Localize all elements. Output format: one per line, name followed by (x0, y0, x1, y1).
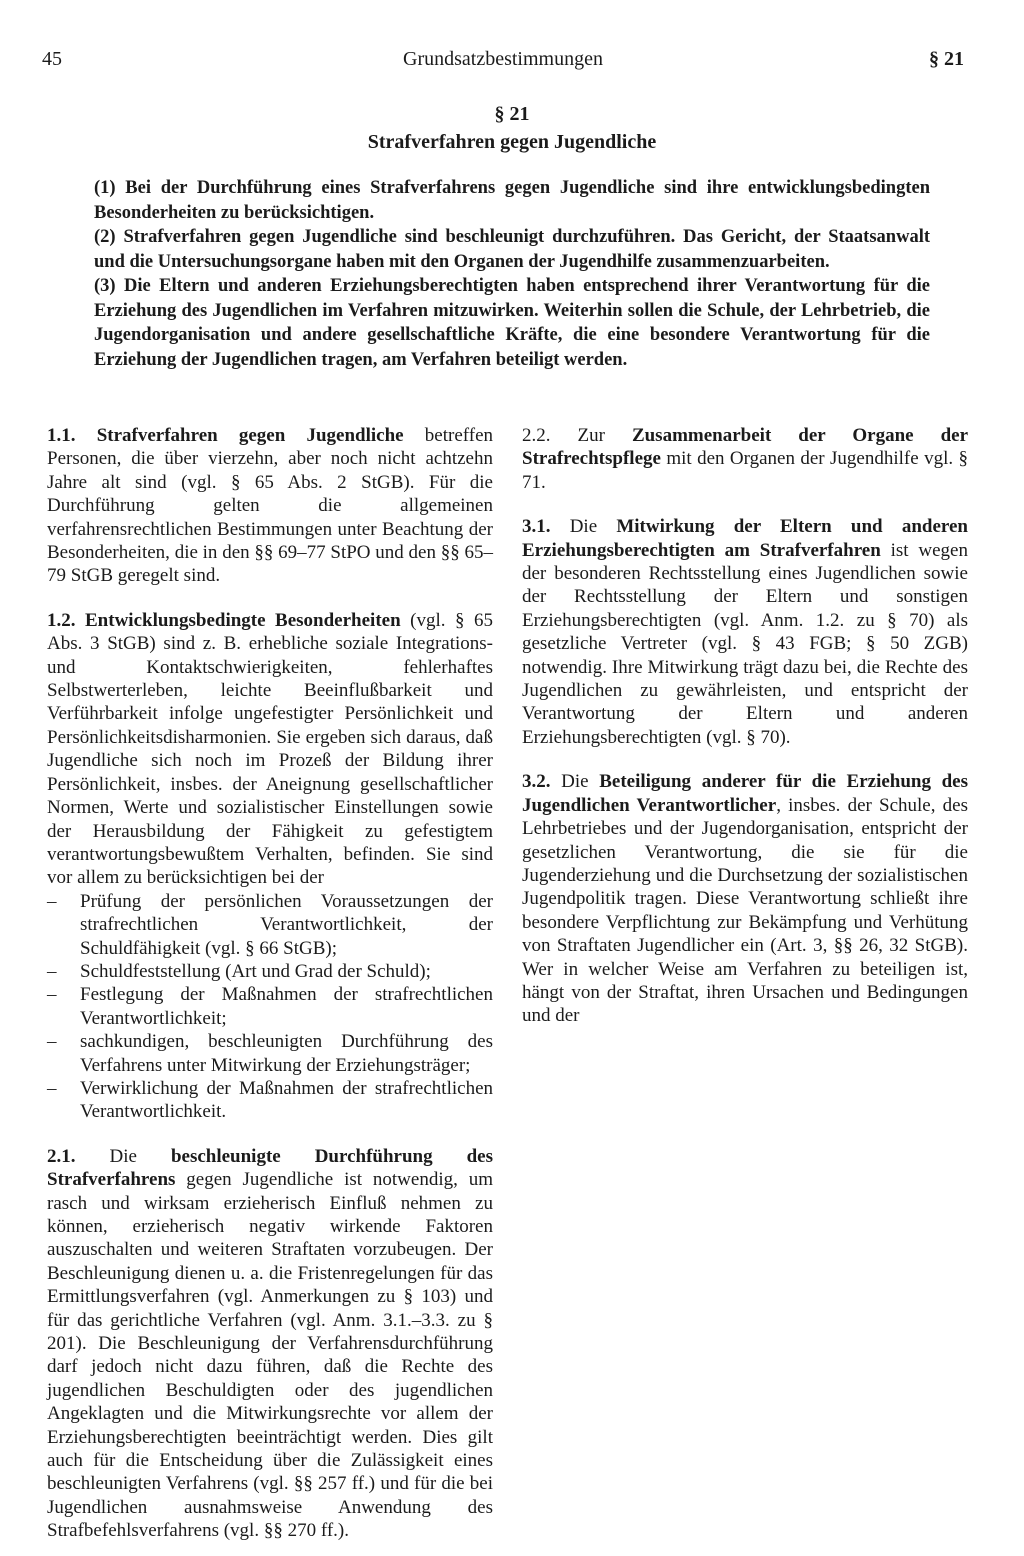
note-text: (vgl. § 65 Abs. 3 StGB) sind z. B. erhebliche soziale Integrations- und Kontaktschwierigkeiten, fehlerhaftes Selbstwerterleben, leichte Beeinflußbarkeit und Verführbarkeit infolge ungefestigter Persönlichkeit und Persönlichkeitsdisharmonien. Sie ergeben sich daraus, daß Jugendliche sich noch im Prozeß der Bildung ihrer Persönlichkeit, insbes. der Aneignung gesellschaftlicher Normen, Werte und sozialistischer Einstellungen sowie der Herausbildung der Fähigkeit zu gefestigtem verantwortungsbewußtem Verhalten, befinden. Sie sind vor allem zu berücksichtigen bei der (47, 609, 494, 889)
statute-text (94, 176, 930, 372)
list-item: – Verwirklichung der Maßnahmen der strafrechtlichen Verantwortlichkeit. (47, 1077, 493, 1123)
note-keyword: Beteiligung anderer für die Erziehung des Jugendlichen Verantwortlicher (522, 771, 969, 816)
considerations-list (47, 890, 493, 1124)
dash-bullet: – (47, 960, 57, 982)
note-text: mit den Organen der Jugendhilfe vgl. § 71. (522, 448, 969, 493)
statute-paragraph-2: (2) Strafverfahren gegen Jugendliche sind beschleunigt durchzuführen. Das Gericht, der Staatsanwalt und die Untersuchungsorgane haben mit den Organen der Jugendhilfe zusammenzuarbeiten. (94, 227, 930, 272)
page-number: 45 (42, 48, 62, 70)
note-text: , insbes. der Schule, des Lehrbetriebes und der Jugendorganisation, entspricht der gesetzlichen Verantwortung, die sie für die Jugenderziehung und die Durchsetzung der sozialistischen Jugendpolitik tragen. Diese Verantwortung schließt ihre besondere Verpflichtung zur Bekämpfung und Verhütung von Straftaten Jugendlicher ein (Art. 3, §§ 26, 32 StGB). Wer in welcher Weise am Verfahren zu beteiligen ist, hängt von der Straftat, ihren Ursachen und Bedingungen und der (522, 794, 968, 1027)
running-title: Grundsatzbestimmungen (403, 48, 603, 70)
dash-bullet: – (47, 1077, 57, 1099)
note-1-1 (47, 424, 493, 588)
note-1-2 (47, 609, 493, 890)
note-3-2: 3.2. Die Beteiligung anderer für die Erziehung des Jugendlichen Verantwortlicher, insbes. der Schule, des Lehrbetriebes und der Jugendorganisation, entspricht der gesetzlichen Verantwortung, die sie für die Jugenderziehung und die Durchsetzung der sozialistischen Jugendpolitik tragen. Diese Verantwortung schließt ihre besondere Verpflichtung zur Bekämpfung und Verhütung von Straftaten Jugendlicher ein (Art. 3, §§ 26, 32 StGB). Wer in welcher Weise am Verfahren zu beteiligen ist, hängt von der Straftat, ihren Ursachen und Bedingungen und der (522, 771, 969, 1027)
commentary-column-left (47, 424, 493, 1543)
note-keyword: Strafverfahren gegen Jugendliche (96, 425, 404, 446)
note-number: 2.2. (522, 425, 551, 446)
note-2-1: 2.1. Die beschleunigte Durchführung des Strafverfahrens gegen Jugendliche ist notwendig, um rasch und wirksam erzieherisch Einfluß nehmen zu können, erzieherisch negativ wirkende Faktoren auszuschalten und weiteren Straftaten vorzubeugen. Der Beschleunigung dienen u. a. die Fristenregelungen für das Ermittlungsverfahren (vgl. Anmerkungen zu § 103) und für das gerichtliche Verfahren (vgl. Anm. 3.1.–3.3. zu § 201). Die Beschleunigung der Verfahrensdurchführung darf jedoch nicht dazu führen, daß die Rechte des jugendlichen Beschuldigten oder des jugendlichen Angeklagten und die Mitwirkungsrechte vor allem der Erziehungsberechtigten beeinträchtigt werden. Dies gilt auch für die Entscheidung über die Zulässigkeit eines beschleunigten Verfahrens (vgl. §§ 257 ff.) und für die bei Jugendlichen ausnahmsweise Anwendung des Strafbefehlsverfahrens (vgl. §§ 270 ff.). (47, 1145, 494, 1542)
dash-bullet: – (47, 1031, 57, 1053)
section-heading (0, 100, 1024, 156)
note-3-1: 3.1. Die Mitwirkung der Eltern und anderen Erziehungsberechtigten am Strafverfahren ist wegen der besonderen Rechtsstellung eines Jugendlichen sowie der Rechtsstellung der Eltern und sonstigen Erziehungsberechtigten (vgl. Anm. 1.2. zu § 70) als gesetzliche Vertreter (vgl. § 43 FGB; § 50 ZGB) notwendig. Ihre Mitwirkung trägt dazu bei, die Rechte des Jugendlichen zu gewährleisten, und entspricht der Verantwortung der Eltern und anderen Erziehungsberechtigten (vgl. § 70). (522, 516, 968, 748)
list-item: – Festlegung der Maßnahmen der strafrechtlichen Verantwortlichkeit; (47, 984, 493, 1029)
page-header (42, 48, 964, 78)
note-number: 3.2. (522, 771, 551, 793)
list-item: – Schuldfeststellung (Art und Grad der Schuld); (47, 960, 431, 982)
commentary-column-right (522, 424, 968, 1028)
list-item: – Prüfung der persönlichen Voraussetzungen der strafrechtlichen Verantwortlichkeit, der Schuldfähigkeit (vgl. § 66 StGB); (47, 890, 493, 959)
dash-bullet: – (47, 890, 57, 912)
note-keyword: Zusammenarbeit der Organe der Strafrechtspflege (522, 425, 968, 470)
note-keyword: Mitwirkung der Eltern und anderen Erziehungsberechtigten am Strafverfahren (522, 516, 968, 561)
dash-bullet: – (47, 984, 57, 1006)
note-keyword: beschleunigte Durchführung des Strafverfahrens (47, 1145, 494, 1191)
note-keyword: Entwicklungsbedingte Besonderheiten (85, 609, 401, 631)
note-2-2: 2.2. Zur Zusammenarbeit der Organe der Strafrechtspflege mit den Organen der Jugendhilfe vgl. § 71. (522, 425, 969, 493)
note-number: 2.1. (47, 1145, 76, 1167)
statute-paragraph-1: (1) Bei der Durchführung eines Strafverfahrens gegen Jugendliche sind ihre entwicklungsbedingten Besonderheiten zu berücksichtigen. (94, 178, 930, 223)
statute-paragraph-3: (3) Die Eltern und anderen Erziehungsberechtigten haben entsprechend ihrer Verantwortung für die Erziehung des Jugendlichen im Verfahren mitzuwirken. Weiterhin sollen die Schule, der Lehrbetrieb, die Jugendorganisation und andere gesellschaftliche Kräfte, die eine besondere Verantwortung für die Erziehung der Jugendlichen tragen, am Verfahren beteiligt werden. (94, 276, 930, 370)
section-reference: § 21 (929, 48, 964, 70)
note-number: 1.2. (47, 609, 76, 631)
note-text: betreffen Personen, die über vierzehn, aber noch nicht achtzehn Jahre alt sind (vgl. § 65 Abs. 2 StGB). Für die Durchführung gelten die allgemeinen verfahrensrechtlichen Bestimmungen unter Beachtung der Besonderheiten, die in den §§ 69–77 StPO und den §§ 65–79 StGB geregelt sind. (47, 425, 494, 587)
section-number: § 21 (494, 103, 530, 125)
note-number: 3.1. (522, 516, 551, 538)
note-text: gegen Jugendliche ist notwendig, um rasch und wirksam erzieherisch Einfluß nehmen zu können, erzieherisch negativ wirkende Faktoren auszuschalten und weiteren Straftaten vorzubeugen. Der Beschleunigung dienen u. a. die Fristenregelungen für das Ermittlungsverfahren (vgl. Anmerkungen zu § 103) und für das gerichtliche Verfahren (vgl. Anm. 3.1.–3.3. zu § 201). Die Beschleunigung der Verfahrensdurchführung darf jedoch nicht dazu führen, daß die Rechte des jugendlichen Beschuldigten oder des jugendlichen Angeklagten und die Mitwirkungsrechte vor allem der Erziehungsberechtigten beeinträchtigt werden. Dies gilt auch für die Entscheidung über die Zulässigkeit eines beschleunigten Verfahrens (vgl. §§ 257 ff.) und für die bei Jugendlichen ausnahmsweise Anwendung des Strafbefehlsverfahrens (vgl. §§ 270 ff.). (47, 1169, 494, 1542)
section-title: Strafverfahren gegen Jugendliche (367, 131, 657, 153)
note-number: 1.1. (47, 425, 76, 446)
list-item: – sachkundigen, beschleunigten Durchführung des Verfahrens unter Mitwirkung der Erziehungsträger; (47, 1031, 493, 1076)
note-text: ist wegen der besonderen Rechtsstellung eines Jugendlichen sowie der Rechtsstellung der Eltern und sonstigen Erziehungsberechtigten (vgl. Anm. 1.2. zu § 70) als gesetzliche Vertreter (vgl. § 43 FGB; § 50 ZGB) notwendig. Ihre Mitwirkung trägt dazu bei, die Rechte des Jugendlichen zu gewährleisten, und entspricht der Verantwortung der Eltern und anderen Erziehungsberechtigten (vgl. § 70). (522, 539, 968, 748)
